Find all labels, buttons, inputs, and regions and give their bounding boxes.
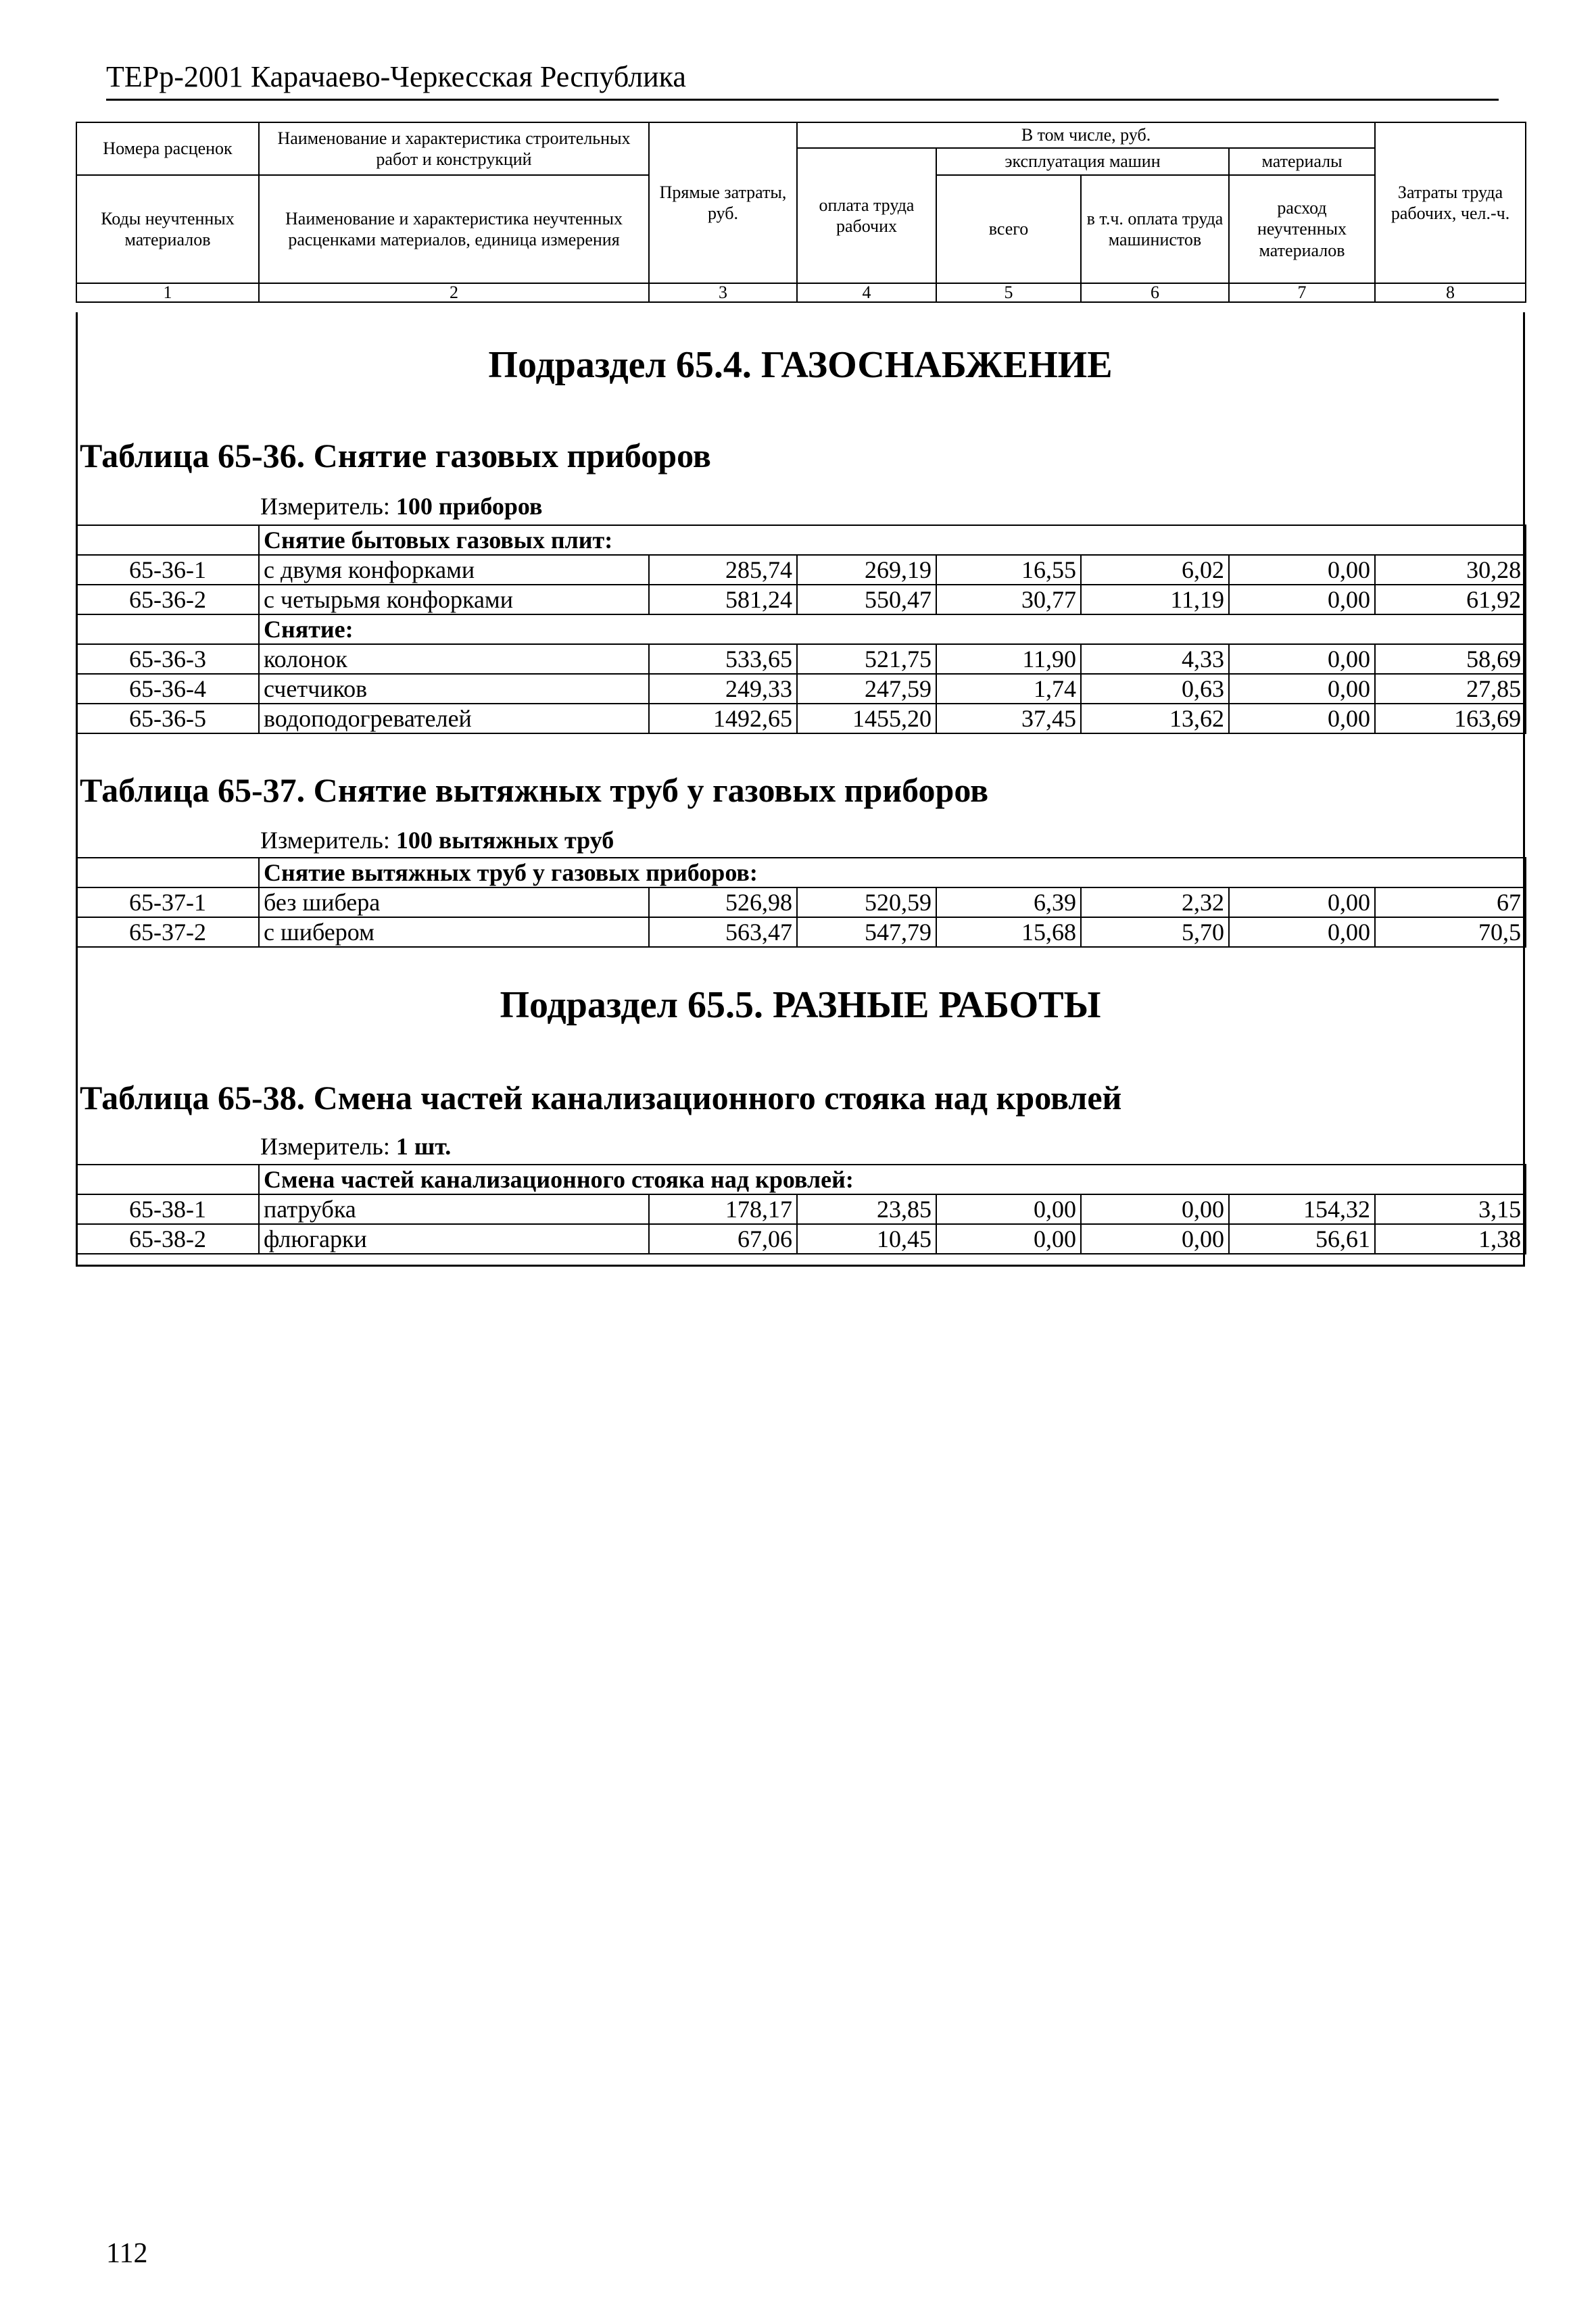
- table-row: [76, 1224, 1526, 1254]
- direct-cost: 581,24: [649, 585, 797, 614]
- col2-bottom-header: Наименование и характеристика неучтенных расценками материалов, единица измерения: [259, 175, 649, 283]
- labor-pay: 247,59: [797, 674, 936, 704]
- rate-code: 65-36-3: [76, 644, 259, 674]
- work-name: флюгарки: [259, 1224, 649, 1254]
- labor-pay: 269,19: [797, 555, 936, 585]
- col-number: 6: [1081, 283, 1229, 302]
- machinists-pay: 2,32: [1081, 887, 1229, 917]
- machinists-pay: 6,02: [1081, 555, 1229, 585]
- table-row: [76, 887, 1526, 917]
- work-name: с шибером: [259, 917, 649, 947]
- subsection-title: Подраздел 65.5. РАЗНЫЕ РАБОТЫ: [500, 984, 1101, 1026]
- col8-header: Затраты труда рабочих, чел.-ч.: [1375, 122, 1526, 283]
- rate-code: 65-37-2: [76, 917, 259, 947]
- machines-header: эксплуатация машин: [936, 148, 1229, 175]
- direct-cost: 249,33: [649, 674, 797, 704]
- measure-line: [260, 826, 614, 854]
- machinists-pay: 5,70: [1081, 917, 1229, 947]
- group-heading: Смена частей канализационного стояка над кровлей:: [259, 1165, 1526, 1194]
- materials-cost: 0,00: [1229, 585, 1375, 614]
- col1-bottom-header: Коды неучтенных материалов: [76, 175, 259, 283]
- machinists-pay: 0,63: [1081, 674, 1229, 704]
- measure-label: Измеритель:: [260, 827, 396, 854]
- col1-top-header: Номера расценок: [76, 122, 259, 175]
- machines-total: 0,00: [936, 1194, 1081, 1224]
- machines-total: 1,74: [936, 674, 1081, 704]
- direct-cost: 1492,65: [649, 704, 797, 733]
- labor-pay: 23,85: [797, 1194, 936, 1224]
- work-name: с четырьмя конфорками: [259, 585, 649, 614]
- table-title: Таблица 65-38. Смена частей канализационного стояка над кровлей: [80, 1079, 1122, 1117]
- col-number: 4: [797, 283, 936, 302]
- rate-code: 65-36-1: [76, 555, 259, 585]
- work-name: с двумя конфорками: [259, 555, 649, 585]
- machines-total: 30,77: [936, 585, 1081, 614]
- rates-table-65-38: [76, 1164, 1526, 1254]
- group-heading: Снятие бытовых газовых плит:: [259, 525, 1526, 555]
- header-rule: [106, 99, 1499, 101]
- direct-cost: 285,74: [649, 555, 797, 585]
- table-title: Таблица 65-36. Снятие газовых приборов: [80, 437, 711, 474]
- direct-cost: 563,47: [649, 917, 797, 947]
- machines-total: 6,39: [936, 887, 1081, 917]
- work-name: колонок: [259, 644, 649, 674]
- materials-cost: 56,61: [1229, 1224, 1375, 1254]
- document-header: ТЕРр-2001 Карачаево-Черкесская Республика: [106, 60, 686, 93]
- col-number: 5: [936, 283, 1081, 302]
- machinists-pay: 13,62: [1081, 704, 1229, 733]
- materials-cost: 0,00: [1229, 644, 1375, 674]
- materials-cost: 0,00: [1229, 555, 1375, 585]
- incl-header: В том числе, руб.: [797, 122, 1375, 148]
- subsection-title: Подраздел 65.4. ГАЗОСНАБЖЕНИЕ: [488, 344, 1113, 386]
- column-header-table: [76, 122, 1526, 303]
- direct-cost: 533,65: [649, 644, 797, 674]
- rate-code: 65-37-1: [76, 887, 259, 917]
- machines-total: 16,55: [936, 555, 1081, 585]
- labor-hours: 67: [1375, 887, 1526, 917]
- col-number: 7: [1229, 283, 1375, 302]
- work-name: счетчиков: [259, 674, 649, 704]
- labor-hours: 58,69: [1375, 644, 1526, 674]
- measure-label: Измеритель:: [260, 493, 396, 520]
- rate-code: 65-36-5: [76, 704, 259, 733]
- col3-header: Прямые затраты, руб.: [649, 122, 797, 283]
- machinists-pay: 0,00: [1081, 1224, 1229, 1254]
- direct-cost: 178,17: [649, 1194, 797, 1224]
- measure-label: Измеритель:: [260, 1133, 396, 1160]
- rates-table-65-37: [76, 857, 1526, 948]
- machinists-pay: 4,33: [1081, 644, 1229, 674]
- table-row: [76, 585, 1526, 614]
- table-title: Таблица 65-37. Снятие вытяжных труб у газовых приборов: [80, 771, 989, 809]
- rate-code: 65-38-2: [76, 1224, 259, 1254]
- machinists-pay: 0,00: [1081, 1194, 1229, 1224]
- col2-top-header: Наименование и характеристика строительных работ и конструкций: [259, 122, 649, 175]
- group-heading: Снятие вытяжных труб у газовых приборов:: [259, 858, 1526, 887]
- materials-header: материалы: [1229, 148, 1375, 175]
- machines-total: 0,00: [936, 1224, 1081, 1254]
- labor-pay: 10,45: [797, 1224, 936, 1254]
- labor-hours: 163,69: [1375, 704, 1526, 733]
- measure-line: [260, 1132, 451, 1161]
- materials-cost: 0,00: [1229, 917, 1375, 947]
- materials-cost: 0,00: [1229, 674, 1375, 704]
- labor-pay: 547,79: [797, 917, 936, 947]
- table-row: [76, 555, 1526, 585]
- column-number-row: [76, 283, 1526, 302]
- labor-pay: 1455,20: [797, 704, 936, 733]
- labor-pay: 521,75: [797, 644, 936, 674]
- machinists-pay: 11,19: [1081, 585, 1229, 614]
- rate-code: 65-36-2: [76, 585, 259, 614]
- work-name: патрубка: [259, 1194, 649, 1224]
- work-name: без шибера: [259, 887, 649, 917]
- materials-cost: 154,32: [1229, 1194, 1375, 1224]
- col4-header: оплата труда рабочих: [797, 148, 936, 283]
- direct-cost: 526,98: [649, 887, 797, 917]
- table-row: [76, 1194, 1526, 1224]
- measure-value: 100 приборов: [395, 493, 543, 520]
- table-row: [76, 674, 1526, 704]
- col6-header: в т.ч. оплата труда машинистов: [1081, 175, 1229, 283]
- machines-total: 37,45: [936, 704, 1081, 733]
- table-row: [76, 917, 1526, 947]
- labor-pay: 550,47: [797, 585, 936, 614]
- col-number: 1: [76, 283, 259, 302]
- labor-hours: 61,92: [1375, 585, 1526, 614]
- labor-hours: 3,15: [1375, 1194, 1526, 1224]
- rate-code: 65-38-1: [76, 1194, 259, 1224]
- col-number: 2: [259, 283, 649, 302]
- col5-header: всего: [936, 175, 1081, 283]
- labor-hours: 27,85: [1375, 674, 1526, 704]
- materials-cost: 0,00: [1229, 704, 1375, 733]
- labor-hours: 30,28: [1375, 555, 1526, 585]
- group-heading: Снятие:: [259, 614, 1526, 644]
- machines-total: 15,68: [936, 917, 1081, 947]
- measure-value: 1 шт.: [395, 1133, 452, 1160]
- direct-cost: 67,06: [649, 1224, 797, 1254]
- table-row: [76, 704, 1526, 733]
- measure-line: [260, 492, 542, 520]
- materials-cost: 0,00: [1229, 887, 1375, 917]
- labor-hours: 1,38: [1375, 1224, 1526, 1254]
- col-number: 3: [649, 283, 797, 302]
- table-row: [76, 644, 1526, 674]
- rate-code: 65-36-4: [76, 674, 259, 704]
- work-name: водоподогревателей: [259, 704, 649, 733]
- labor-pay: 520,59: [797, 887, 936, 917]
- rates-table-65-36: [76, 525, 1526, 734]
- labor-hours: 70,5: [1375, 917, 1526, 947]
- col-number: 8: [1375, 283, 1526, 302]
- page-number: 112: [106, 2238, 148, 2269]
- col7-header: расход неучтенных материалов: [1229, 175, 1375, 283]
- machines-total: 11,90: [936, 644, 1081, 674]
- measure-value: 100 вытяжных труб: [395, 827, 614, 854]
